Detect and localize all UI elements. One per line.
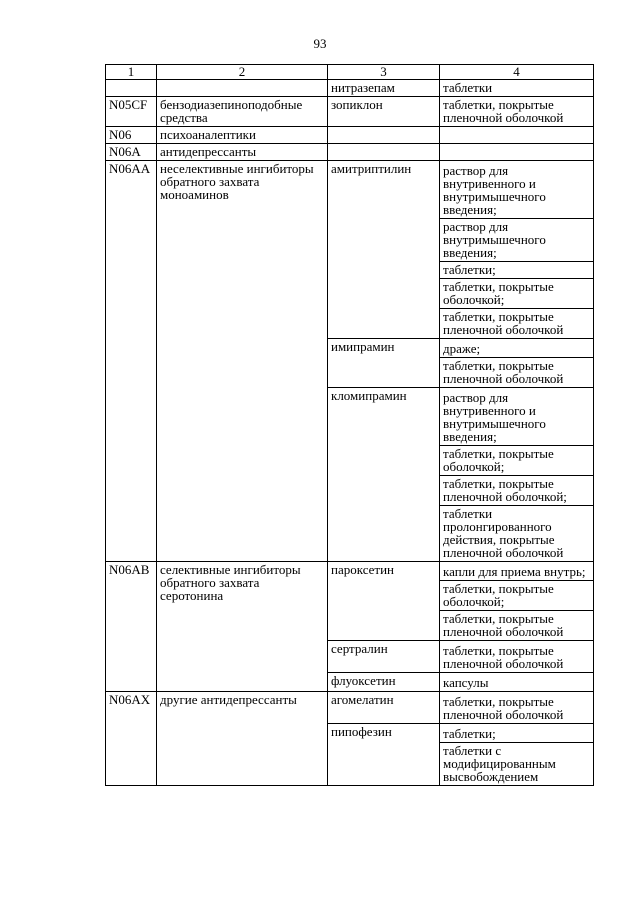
drug-name: имипрамин xyxy=(328,339,440,388)
column-header: 1 xyxy=(106,65,157,80)
atc-code-cell xyxy=(106,80,157,97)
dosage-form: драже; xyxy=(440,339,594,358)
dosage-form: таблетки, покрытые пленочной оболочкой xyxy=(440,692,594,724)
table-row xyxy=(106,97,594,127)
dosage-form: таблетки пролонгированного действия, покрытые пленочной оболочкой xyxy=(440,506,594,562)
atc-code: N06AX xyxy=(106,692,157,786)
group-name: другие антидепрессанты xyxy=(157,692,328,786)
drug-name: кломипрамин xyxy=(328,388,440,562)
table-row xyxy=(106,161,594,219)
drug-name: зопиклон xyxy=(328,97,440,127)
drug-name: агомелатин xyxy=(328,692,440,724)
dosage-form: таблетки, покрытые пленочной оболочкой xyxy=(440,97,594,127)
drug-name: флуоксетин xyxy=(328,673,440,692)
dosage-form: таблетки, покрытые пленочной оболочкой; xyxy=(440,476,594,506)
dosage-form: таблетки, покрытые пленочной оболочкой xyxy=(440,611,594,641)
table-row xyxy=(106,127,594,144)
table-row xyxy=(106,562,594,581)
atc-code: N06 xyxy=(106,127,157,144)
group-name: бензодиазепиноподобные средства xyxy=(157,97,328,127)
group-name: селективные ингибиторы обратного захвата серотонина xyxy=(157,562,328,692)
dosage-form: таблетки с модифицированным высвобождением xyxy=(440,743,594,786)
drug-name-cell xyxy=(328,144,440,161)
dosage-form: таблетки, покрытые пленочной оболочкой xyxy=(440,358,594,388)
drug-name: пароксетин xyxy=(328,562,440,641)
atc-code: N05CF xyxy=(106,97,157,127)
drug-name: сертралин xyxy=(328,641,440,673)
dosage-form: капсулы xyxy=(440,673,594,692)
column-header: 3 xyxy=(328,65,440,80)
dosage-form: таблетки; xyxy=(440,724,594,743)
atc-code: N06AA xyxy=(106,161,157,562)
dosage-form-cell xyxy=(440,127,594,144)
table-row xyxy=(106,692,594,724)
group-name: антидепрессанты xyxy=(157,144,328,161)
dosage-form: раствор для внутримышечного введения; xyxy=(440,219,594,262)
drug-name: пипофезин xyxy=(328,724,440,786)
dosage-form: таблетки, покрытые оболочкой; xyxy=(440,581,594,611)
drug-name: нитразепам xyxy=(328,80,440,97)
drug-name-cell xyxy=(328,127,440,144)
table-row xyxy=(106,144,594,161)
dosage-form: капли для приема внутрь; xyxy=(440,562,594,581)
dosage-form: таблетки xyxy=(440,80,594,97)
dosage-form: таблетки; xyxy=(440,262,594,279)
atc-code: N06AB xyxy=(106,562,157,692)
column-header: 2 xyxy=(157,65,328,80)
dosage-form: раствор для внутривенного и внутримышечного введения; xyxy=(440,161,594,219)
table-row xyxy=(106,80,594,97)
medication-table xyxy=(105,64,594,786)
column-header: 4 xyxy=(440,65,594,80)
group-name: неселективные ингибиторы обратного захвата моноаминов xyxy=(157,161,328,562)
group-name: психоаналептики xyxy=(157,127,328,144)
dosage-form: таблетки, покрытые пленочной оболочкой xyxy=(440,309,594,339)
dosage-form: таблетки, покрытые оболочкой; xyxy=(440,446,594,476)
drug-name: амитриптилин xyxy=(328,161,440,339)
dosage-form: таблетки, покрытые оболочкой; xyxy=(440,279,594,309)
dosage-form-cell xyxy=(440,144,594,161)
atc-code: N06A xyxy=(106,144,157,161)
table-header-row xyxy=(106,65,594,80)
group-cell xyxy=(157,80,328,97)
dosage-form: раствор для внутривенного и внутримышечного введения; xyxy=(440,388,594,446)
dosage-form: таблетки, покрытые пленочной оболочкой xyxy=(440,641,594,673)
page-number: 93 xyxy=(313,36,327,51)
